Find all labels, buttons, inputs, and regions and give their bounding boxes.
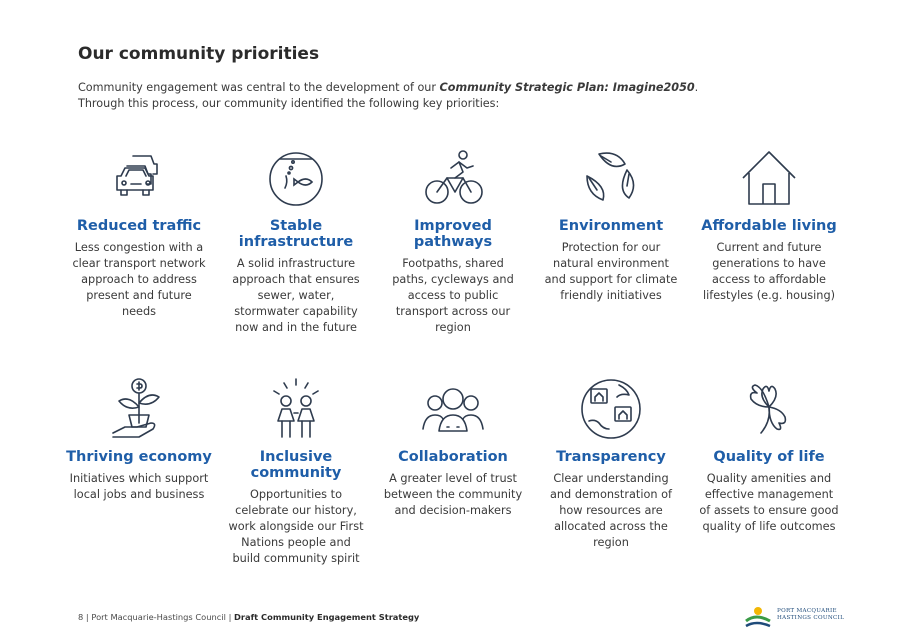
priority-title: Environment: [558, 218, 664, 234]
priority-title: Collaboration: [398, 449, 508, 465]
priority-description: Footpaths, shared paths, cycleways and access to public transport across our region: [392, 257, 514, 334]
people-celebrate-icon: [264, 377, 328, 441]
priority-title: Inclusive community: [250, 449, 342, 481]
priority-description: Opportunities to celebrate our history, work alongside our First Nations people and build community spirit: [228, 488, 364, 565]
priority-reduced-traffic: [64, 146, 214, 320]
intro-text-before: Community engagement was central to the development of our: [78, 81, 440, 94]
priority-title: Reduced traffic: [76, 218, 202, 234]
priority-description: A greater level of trust between the community and decision-makers: [383, 472, 523, 517]
globe-buildings-icon: [579, 377, 643, 441]
priority-description: Initiatives which support local jobs and business: [69, 472, 209, 501]
priority-description: Clear understanding and demonstration of how resources are allocated across the region: [549, 472, 673, 549]
page-title: Our community priorities: [78, 44, 320, 64]
priority-title: Thriving economy: [66, 449, 212, 465]
priority-title: Transparency: [556, 449, 666, 465]
priority-title: Stable infrastructure: [238, 218, 354, 250]
traffic-cars-icon: [107, 146, 171, 210]
priority-description: Quality amenities and effective management of assets to ensure good quality of life outcomes: [699, 472, 839, 533]
fishbowl-icon: [264, 146, 328, 210]
priority-stable-infrastructure: [221, 146, 371, 336]
page-number: 8: [78, 612, 84, 622]
page-footer: [78, 612, 419, 622]
footer-separator: |: [228, 612, 234, 622]
intro-text-line2: Through this process, our community identified the following key priorities:: [78, 97, 500, 110]
footer-document-title: Draft Community Engagement Strategy: [234, 612, 420, 622]
footer-org: Port Macquarie-Hastings Council: [91, 612, 226, 622]
priority-collaboration: [378, 377, 528, 519]
priority-thriving-economy: [64, 377, 214, 503]
council-logo-text: [777, 608, 844, 622]
clover-icon: [737, 377, 801, 441]
priority-transparency: [536, 377, 686, 551]
recycle-leaves-icon: [579, 146, 643, 210]
priority-title: Improved pathways: [413, 218, 493, 250]
logo-line-2: HASTINGS COUNCIL: [777, 615, 845, 621]
priority-inclusive-community: [221, 377, 371, 567]
priority-improved-pathways: [378, 146, 528, 336]
priority-description: A solid infrastructure approach that ensures sewer, water, stormwater capability now and in the future: [232, 257, 360, 334]
cyclist-icon: [421, 146, 485, 210]
priority-description: Less congestion with a clear transport network approach to address present and future needs: [72, 241, 206, 318]
priority-title: Quality of life: [713, 449, 825, 465]
footer-separator: |: [85, 612, 92, 622]
intro-plan-name: Community Strategic Plan: Imagine2050: [439, 81, 695, 94]
intro-text-after: .: [694, 81, 699, 94]
priority-quality-of-life: [694, 377, 844, 535]
priority-environment: [536, 146, 686, 304]
logo-line-1: PORT MACQUARIE: [777, 608, 837, 614]
priority-description: Current and future generations to have access to affordable lifestyles (e.g. housing): [702, 241, 836, 302]
priority-affordable-living: [694, 146, 844, 304]
priority-title: Affordable living: [701, 218, 837, 234]
group-people-icon: [421, 377, 485, 441]
house-icon: [737, 146, 801, 210]
money-plant-icon: [107, 377, 171, 441]
intro-paragraph: [78, 80, 838, 112]
priority-description: Protection for our natural environment and support for climate friendly initiatives: [544, 241, 678, 302]
